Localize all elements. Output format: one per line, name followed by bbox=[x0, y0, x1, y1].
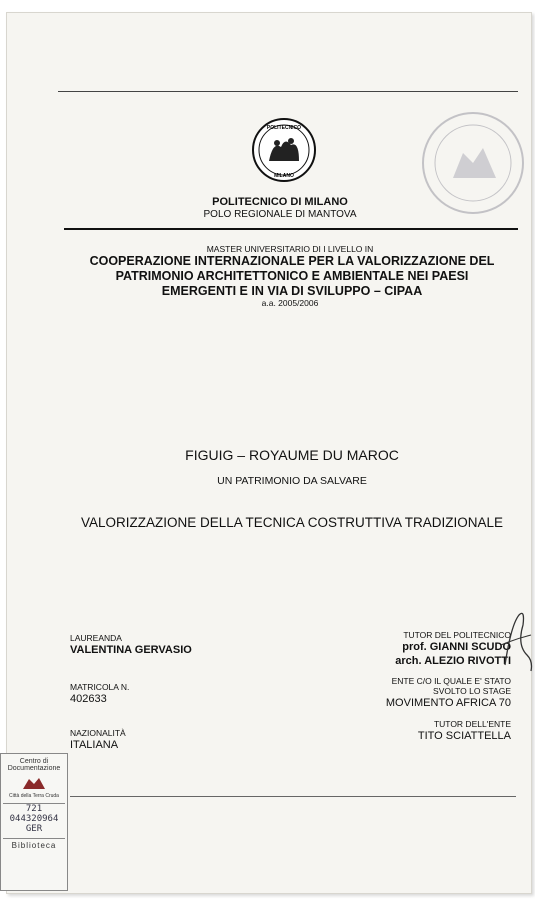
ente-label-2: SVOLTO LO STAGE bbox=[433, 686, 511, 696]
master-title-line-3: EMERGENTI E IN VIA DI SVILUPPO – CIPAA bbox=[161, 284, 423, 298]
thesis-subtitle: UN PATRIMONIO DA SALVARE bbox=[217, 475, 367, 487]
signature-icon bbox=[497, 605, 535, 675]
thesis-title: FIGUIG – ROYAUME DU MAROC bbox=[185, 447, 399, 463]
nationality-label: NAZIONALITÀ bbox=[70, 728, 126, 738]
ente-name: MOVIMENTO AFRICA 70 bbox=[385, 697, 511, 709]
tutor-ente-name: TITO SCIATTELLA bbox=[417, 730, 511, 742]
matricola-label: MATRICOLA N. bbox=[70, 682, 130, 692]
library-stamp bbox=[0, 753, 68, 891]
tutor-2: arch. ALEZIO RIVOTTI bbox=[395, 655, 511, 667]
library-handwritten-2: 044320964 bbox=[9, 814, 59, 824]
svg-text:MILANO: MILANO bbox=[274, 173, 294, 179]
master-title-line-2: PATRIMONIO ARCHITETTONICO E AMBIENTALE NEI PAESI bbox=[115, 269, 469, 283]
library-stamp-line1: Centro di bbox=[19, 758, 49, 765]
tutor-1: prof. GIANNI SCUDO bbox=[402, 641, 511, 653]
library-stamp-footer: Biblioteca bbox=[11, 841, 57, 850]
university-branch: POLO REGIONALE DI MANTOVA bbox=[203, 209, 357, 220]
library-stamp-city: Città della Terra Cruda bbox=[9, 793, 59, 799]
thesis-topic: VALORIZZAZIONE DELLA TECNICA COSTRUTTIVA TRADIZIONALE bbox=[80, 515, 504, 530]
laureanda-name: VALENTINA GERVASIO bbox=[70, 644, 192, 656]
svg-text:POLITECNICO: POLITECNICO bbox=[266, 125, 302, 131]
academic-year: a.a. 2005/2006 bbox=[261, 298, 319, 308]
university-name: POLITECNICO DI MILANO bbox=[212, 196, 348, 208]
library-stamp-logo-icon bbox=[21, 775, 47, 791]
library-handwritten-1: 721 bbox=[25, 804, 43, 814]
library-handwritten-3: GER bbox=[25, 824, 43, 834]
tutor-ente-label: TUTOR DELL'ENTE bbox=[433, 719, 511, 729]
library-stamp-line2: Documentazione bbox=[7, 765, 61, 772]
politecnico-logo-icon bbox=[251, 117, 317, 183]
ente-label-1: ENTE C/O IL QUALE E' STATO bbox=[391, 676, 511, 686]
bottom-rule bbox=[70, 796, 516, 797]
master-title-line-1: COOPERAZIONE INTERNAZIONALE PER LA VALORIZZAZIONE DEL bbox=[89, 254, 495, 268]
tutor-label: TUTOR DEL POLITECNICO bbox=[403, 630, 511, 640]
master-level: MASTER UNIVERSITARIO DI I LIVELLO IN bbox=[206, 244, 374, 254]
top-rule bbox=[58, 91, 518, 92]
header-rule bbox=[64, 228, 518, 230]
matricola-value: 402633 bbox=[70, 693, 107, 705]
laureanda-label: LAUREANDA bbox=[70, 633, 122, 643]
nationality-value: ITALIANA bbox=[70, 739, 119, 751]
